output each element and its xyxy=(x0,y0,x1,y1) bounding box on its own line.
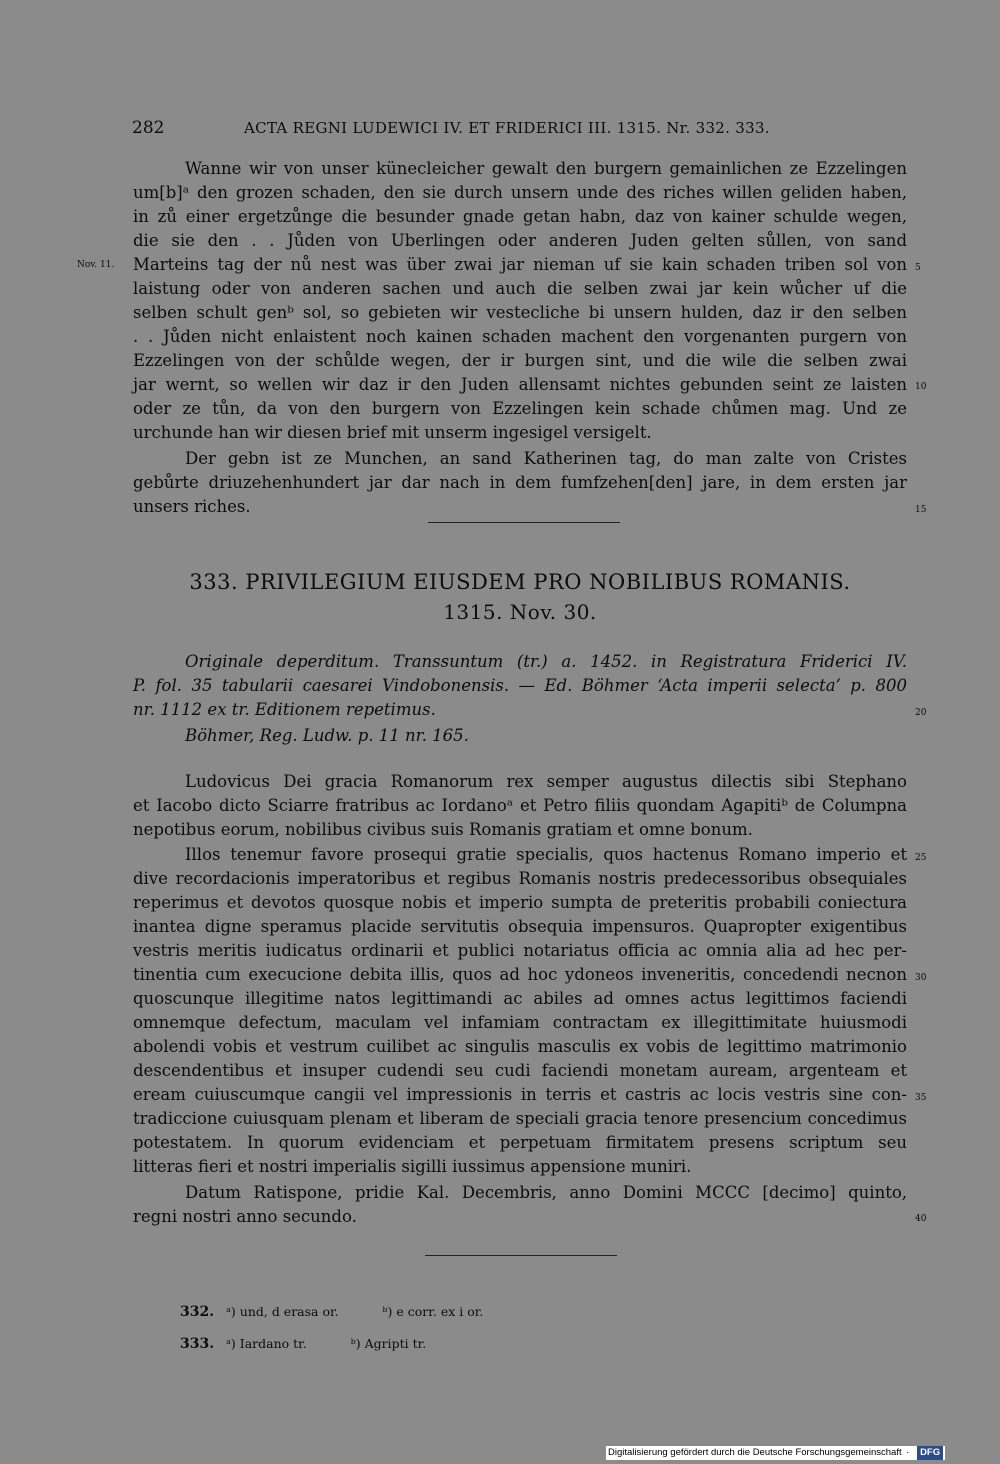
text-line: Illos tenemur favore prosequi gratie specialis, quos hactenus Romano imperio et xyxy=(185,845,907,864)
text-line: reperimus et devotos quosque nobis et imperio sumpta de preteritis probabili coniectura xyxy=(133,893,907,912)
line-number: 35 xyxy=(915,1093,927,1103)
text-line: regni nostri anno secundo. xyxy=(133,1207,357,1226)
text-line: tinentia cum execucione debita illis, quos ad hoc ydoneos inveneritis, concedendi necnon xyxy=(133,965,907,984)
text-line: oder ze tůn, da von den burgern von Ezzelingen kein schade chůmen mag. Und ze xyxy=(133,399,907,418)
margin-date: Nov. 11. xyxy=(77,260,115,270)
line-number: 40 xyxy=(915,1214,927,1224)
text-line: urchunde han wir diesen brief mit unserm ingesigel versigelt. xyxy=(133,423,652,442)
text-line: selben schult genᵇ sol, so gebieten wir vestecliche bi unsern hulden, daz ir den selben xyxy=(133,303,907,322)
text-line: . . Jůden nicht enlaistent noch kainen schaden machent den vorgenanten purgern von xyxy=(133,327,907,346)
section-divider xyxy=(428,522,620,523)
source-note-line: nr. 1112 ex tr. Editionem repetimus. xyxy=(133,700,436,719)
footnote-a: ᵃ) und, d erasa or. xyxy=(226,1304,339,1319)
line-number: 5 xyxy=(915,263,921,273)
footnote-b: ᵇ) Agripti tr. xyxy=(350,1336,427,1351)
text-line: Wanne wir von unser künecleicher gewalt den burgern gemainlichen ze Ezzelingen xyxy=(185,159,907,178)
text-line: quoscunque illegitime natos legittimandi ac abiles ad omnes actus legittimos faciendi xyxy=(133,989,907,1008)
document-title: 333. PRIVILEGIUM EIUSDEM PRO NOBILIBUS ROMANIS. xyxy=(189,570,851,594)
text-line: laistung oder von anderen sachen und auch die selben zwai jar kein wůcher uf die xyxy=(133,279,907,298)
text-line: Ludovicus Dei gracia Romanorum rex semper augustus dilectis sibi Stephano xyxy=(185,772,907,791)
footnote-divider xyxy=(425,1255,617,1256)
dfg-logo: DFG xyxy=(917,1446,943,1460)
text-line: omnemque defectum, maculam vel infamiam contractam ex illegittimitate huiusmodi xyxy=(133,1013,907,1032)
line-number: 30 xyxy=(915,973,927,983)
source-note-line: Originale deperditum. Transsuntum (tr.) a. 1452. in Registratura Friderici IV. xyxy=(185,652,907,671)
text-line: gebůrte driuzehenhundert jar dar nach in dem fumfzehen[den] jare, in dem ersten jar xyxy=(133,473,907,492)
footnote-332 xyxy=(180,1304,483,1322)
credit-text: Digitalisierung gefördert durch die Deutsche Forschungsgemeinschaft xyxy=(608,1447,902,1458)
footnote-a: ᵃ) Iardano tr. xyxy=(226,1336,307,1351)
line-number: 25 xyxy=(915,853,927,863)
running-header xyxy=(132,118,808,140)
text-line: Der gebn ist ze Munchen, an sand Katherinen tag, do man zalte von Cristes xyxy=(185,449,907,468)
footnote-b: ᵇ) e corr. ex i or. xyxy=(382,1304,484,1319)
text-line: vestris meritis iudicatus ordinarii et publici notariatus officia ac omnia alia ad hec per- xyxy=(133,941,907,960)
text-line: Datum Ratispone, pridie Kal. Decembris, anno Domini MCCC [decimo] quinto, xyxy=(185,1183,907,1202)
source-note-line: P. fol. 35 tabularii caesarei Vindobonensis. — Ed. Böhmer ‘Acta imperii selecta’ p. 800 xyxy=(133,676,907,695)
text-line: unsers riches. xyxy=(133,497,251,516)
line-number: 20 xyxy=(915,708,927,718)
text-line: abolendi vobis et vestrum cuilibet ac singulis masculis ex vobis de legittimo matrimonio xyxy=(133,1037,907,1056)
text-line: die sie den . . Jůden von Uberlingen oder anderen Juden gelten sůllen, von sand xyxy=(133,231,907,250)
text-line: in zů einer ergetzůnge die besunder gnade getan habn, daz von kainer schulde wegen, xyxy=(133,207,907,226)
line-number: 15 xyxy=(915,505,927,515)
text-line: inantea digne speramus placide servitutis obsequia impensuros. Quapropter exigentibus xyxy=(133,917,907,936)
footnote-number: 333. xyxy=(180,1336,215,1352)
source-note-line: Böhmer, Reg. Ludw. p. 11 nr. 165. xyxy=(185,726,469,745)
text-line: et Iacobo dicto Sciarre fratribus ac Iordanoᵃ et Petro filiis quondam Agapitiᵇ de Columpna xyxy=(133,796,907,815)
text-line: nepotibus eorum, nobilibus civibus suis Romanis gratiam et omne bonum. xyxy=(133,820,753,839)
text-line: jar wernt, so wellen wir daz ir den Juden allensamt nichtes gebunden seint ze laisten xyxy=(133,375,907,394)
document-date: 1315. Nov. 30. xyxy=(443,600,597,624)
page-number: 282 xyxy=(132,118,165,138)
text-line: eream cuiuscumque cangii vel impressionis in terris et castris ac locis vestris sine con- xyxy=(133,1085,907,1104)
text-line: potestatem. In quorum evidenciam et perpetuam firmitatem presens scriptum seu xyxy=(133,1133,907,1152)
text-line: litteras fieri et nostri imperialis sigilli iussimus appensione muniri. xyxy=(133,1157,692,1176)
line-number: 10 xyxy=(915,382,927,392)
text-line: descendentibus et insuper cudendi seu cudi faciendi monetam auream, argenteam et xyxy=(133,1061,907,1080)
text-line: Marteins tag der nů nest was über zwai jar nieman uf sie kain schaden triben sol von xyxy=(133,255,907,274)
footnote-number: 332. xyxy=(180,1304,215,1320)
running-title: ACTA REGNI LUDEWICI IV. ET FRIDERICI III. 1315. Nr. 332. 333. xyxy=(244,119,770,137)
text-line: Ezzelingen von der schůlde wegen, der ir burgen sint, und die wile die selben zwai xyxy=(133,351,907,370)
text-line: um[b]ᵃ den grozen schaden, den sie durch unsern unde des riches willen geliden haben, xyxy=(133,183,907,202)
text-line: tradiccione cuiusquam plenam et liberam de speciali gracia tenore presencium concedimus xyxy=(133,1109,907,1128)
dfg-credit: Digitalisierung gefördert durch die Deutsche Forschungsgemeinschaft · DFG xyxy=(606,1446,945,1460)
text-line: dive recordacionis imperatoribus et regibus Romanis nostris predecessoribus obsequiales xyxy=(133,869,907,888)
footnote-333 xyxy=(180,1336,426,1354)
